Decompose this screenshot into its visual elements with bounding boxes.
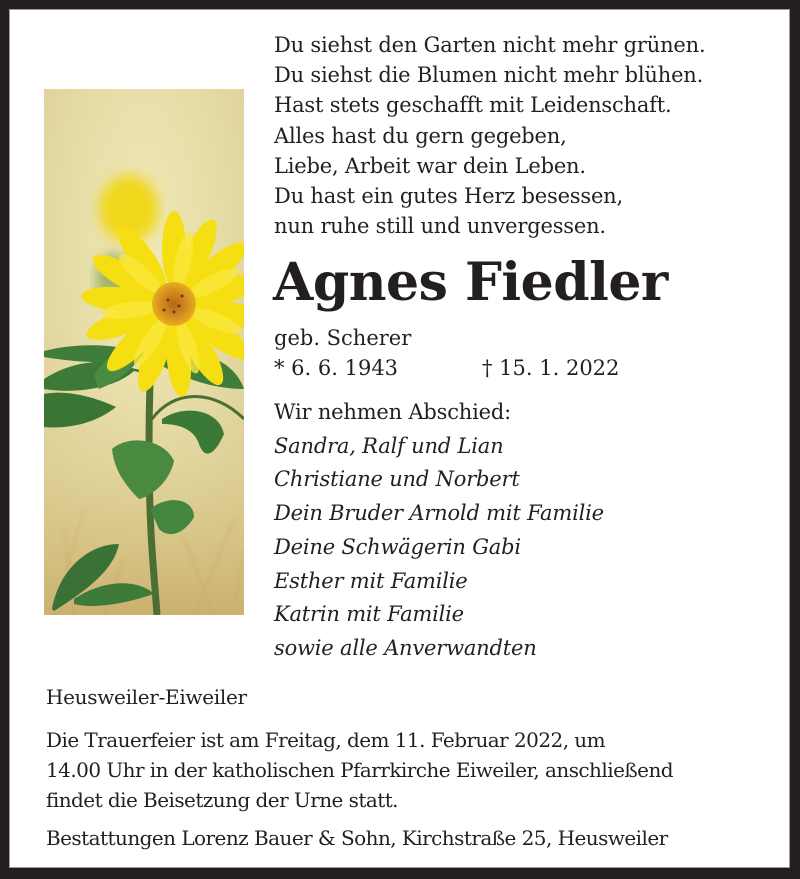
- poem: [274, 30, 784, 241]
- undertaker: Bestattungen Lorenz Bauer & Sohn, Kirchstraße 25, Heusweiler: [46, 826, 668, 850]
- mourner-entry: Sandra, Ralf und Lian: [274, 433, 504, 458]
- sunflower-photo: [44, 89, 244, 615]
- mourner-entry: Dein Bruder Arnold mit Familie: [274, 501, 604, 526]
- mourner-entry: Christiane und Norbert: [274, 467, 520, 492]
- sunflower-image-icon: [44, 89, 244, 615]
- deceased-name: Agnes Fiedler: [273, 252, 668, 313]
- service-info: [46, 725, 766, 815]
- poem-line: nun ruhe still und unvergessen.: [274, 214, 606, 239]
- mourners-list: [274, 396, 604, 666]
- poem-line: Hast stets geschafft mit Leidenschaft.: [274, 93, 672, 118]
- poem-line: Alles hast du gern gegeben,: [274, 123, 567, 148]
- obituary-notice: [9, 9, 790, 868]
- poem-line: Du siehst den Garten nicht mehr grünen.: [274, 33, 706, 57]
- mourner-entry: Deine Schwägerin Gabi: [274, 534, 521, 559]
- life-dates: [274, 353, 620, 383]
- poem-line: Du siehst die Blumen nicht mehr blühen.: [274, 63, 704, 88]
- mourner-entry: sowie alle Anverwandten: [274, 635, 537, 660]
- mourner-entry: Katrin mit Familie: [274, 602, 464, 627]
- service-line: Die Trauerfeier ist am Freitag, dem 11. Februar 2022, um: [46, 728, 606, 752]
- service-line: 14.00 Uhr in der katholischen Pfarrkirche Eiweiler, anschließend: [46, 758, 674, 782]
- birth-date: * 6. 6. 1943: [274, 356, 399, 380]
- mourners-intro: Wir nehmen Abschied:: [274, 400, 511, 424]
- poem-line: Du hast ein gutes Herz besessen,: [274, 184, 623, 209]
- location: Heusweiler-Eiweiler: [46, 685, 247, 709]
- poem-line: Liebe, Arbeit war dein Leben.: [274, 153, 586, 178]
- death-date: † 15. 1. 2022: [482, 356, 620, 380]
- service-line: findet die Beisetzung der Urne statt.: [46, 788, 398, 812]
- maiden-name: geb. Scherer: [274, 326, 412, 350]
- mourner-entry: Esther mit Familie: [274, 568, 468, 593]
